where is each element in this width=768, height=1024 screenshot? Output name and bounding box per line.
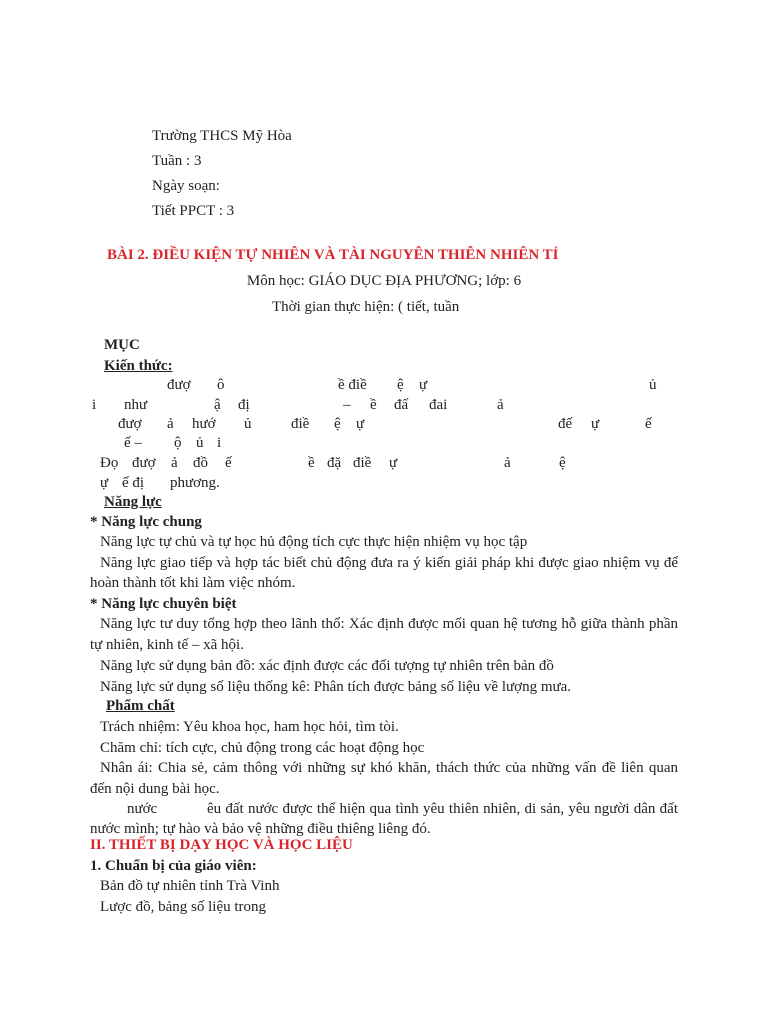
fragment: đai — [429, 397, 448, 413]
general-competence-1: Năng lực tự chủ và tự học hủ động tích cực thực hiện nhiệm vụ học tập — [100, 534, 528, 550]
fragment: ô — [217, 377, 225, 393]
fragment: ậ — [214, 397, 221, 413]
week-label: Tuần : 3 — [152, 153, 202, 169]
section1-heading: MỤC — [104, 337, 140, 353]
fragment: đấ — [394, 397, 409, 413]
fragment: ả — [504, 455, 511, 471]
quality-heading: Phẩm chất — [106, 698, 175, 714]
fragment: ự — [100, 475, 109, 491]
quality-1: Trách nhiệm: Yêu khoa học, ham học hỏi, tìm tòi. — [100, 719, 399, 735]
specific-competence-2: Năng lực sử dụng bản đồ: xác định được các đối tượng tự nhiên trên bản đồ — [100, 658, 554, 674]
lesson-subject: Môn học: GIÁO DỤC ĐỊA PHƯƠNG; lớp: 6 — [246, 273, 522, 289]
general-competence-2-cont: hoàn thành tốt khi làm việc nhóm. — [90, 575, 296, 591]
fragment: ề — [370, 397, 377, 413]
general-competence-2: Năng lực giao tiếp và hợp tác biết chủ động đưa ra ý kiến giải pháp khi được giao nhiệm vụ để — [100, 555, 678, 571]
fragment: đượ — [132, 455, 156, 471]
fragment: ự — [419, 377, 428, 393]
lesson-duration: Thời gian thực hiện: ( tiết, tuần — [272, 299, 460, 315]
fragment: ả — [167, 416, 174, 432]
general-competence-heading: * Năng lực chung — [90, 514, 202, 530]
teacher-prep-2: Lược đồ, bảng số liệu trong — [100, 899, 267, 915]
specific-competence-3: Năng lực sử dụng số liệu thống kê: Phân tích được bảng số liệu về lượng mưa. — [100, 679, 572, 695]
date-label: Ngày soạn: — [152, 178, 220, 194]
fragment: – — [343, 397, 351, 413]
section2-heading: II. THIẾT BỊ DẠY HỌC VÀ HỌC LIỆU — [90, 837, 353, 853]
quality-4: êu đất nước được thể hiện qua tình yêu thiên nhiên, di sản, yêu người dân đất — [207, 801, 678, 817]
quality-2: Chăm chỉ: tích cực, chủ động trong các hoạt động học — [100, 740, 425, 756]
lesson-title: BÀI 2. ĐIỀU KIỆN TỰ NHIÊN VÀ TÀI NGUYÊN THIÊN NHIÊN TỈ — [107, 247, 559, 263]
knowledge-heading: Kiến thức: — [104, 358, 173, 374]
fragment: ủ — [196, 435, 204, 451]
fragment: đồ — [193, 455, 208, 471]
fragment: ự — [389, 455, 398, 471]
school-name: Trường THCS Mỹ Hòa — [152, 128, 292, 144]
fragment: i — [217, 435, 222, 451]
fragment: ự — [356, 416, 365, 432]
fragment: hướ — [192, 416, 216, 432]
fragment: đượ — [167, 377, 191, 393]
specific-competence-1-cont: tự nhiên, kinh tế – xã hội. — [90, 637, 244, 653]
fragment: ủ — [244, 416, 252, 432]
fragment: đế — [558, 416, 573, 432]
fragment: ế – — [124, 435, 142, 451]
teacher-prep-heading: 1. Chuẩn bị của giáo viên: — [90, 858, 257, 874]
teacher-prep-1: Bản đồ tự nhiên tỉnh Trà Vinh — [100, 878, 280, 894]
fragment: điề — [291, 416, 310, 432]
specific-competence-1: Năng lực tư duy tổng hợp theo lãnh thổ: Xác định được mối quan hệ tương hỗ giữa thành phần — [100, 616, 678, 632]
fragment: phương. — [170, 475, 220, 491]
fragment: ế — [225, 455, 232, 471]
fragment: ả — [171, 455, 178, 471]
fragment: ủ — [649, 377, 657, 393]
fragment: ề điề — [338, 377, 367, 393]
fragment: ệ — [334, 416, 341, 432]
fragment: đặ — [327, 455, 342, 471]
fragment: ộ — [174, 435, 182, 451]
quality-3: Nhân ái: Chia sẻ, cảm thông với những sự khó khăn, thách thức của những vấn đề liên quan — [100, 760, 678, 776]
fragment: ế — [645, 416, 652, 432]
fragment: đượ — [118, 416, 142, 432]
quality-3-cont: đến nội dung bài học. — [90, 781, 220, 797]
period-label: Tiết PPCT : 3 — [152, 203, 235, 219]
specific-competence-heading: * Năng lực chuyên biệt — [90, 596, 237, 612]
fragment: i — [92, 397, 97, 413]
fragment: Đọ — [100, 455, 119, 471]
fragment: điề — [353, 455, 372, 471]
fragment: ệ — [397, 377, 404, 393]
fragment: ả — [497, 397, 504, 413]
fragment: ự — [591, 416, 600, 432]
fragment: đị — [238, 397, 250, 413]
competence-heading: Năng lực — [104, 494, 162, 510]
fragment: ế đị — [122, 475, 145, 491]
quality-4-fragment: nước — [127, 801, 158, 817]
fragment: ề — [308, 455, 315, 471]
quality-4-cont: nước mình; tự hào và bảo vệ những điều thiêng liêng đó. — [90, 821, 431, 837]
fragment: ệ — [559, 455, 566, 471]
fragment: như — [124, 397, 148, 413]
